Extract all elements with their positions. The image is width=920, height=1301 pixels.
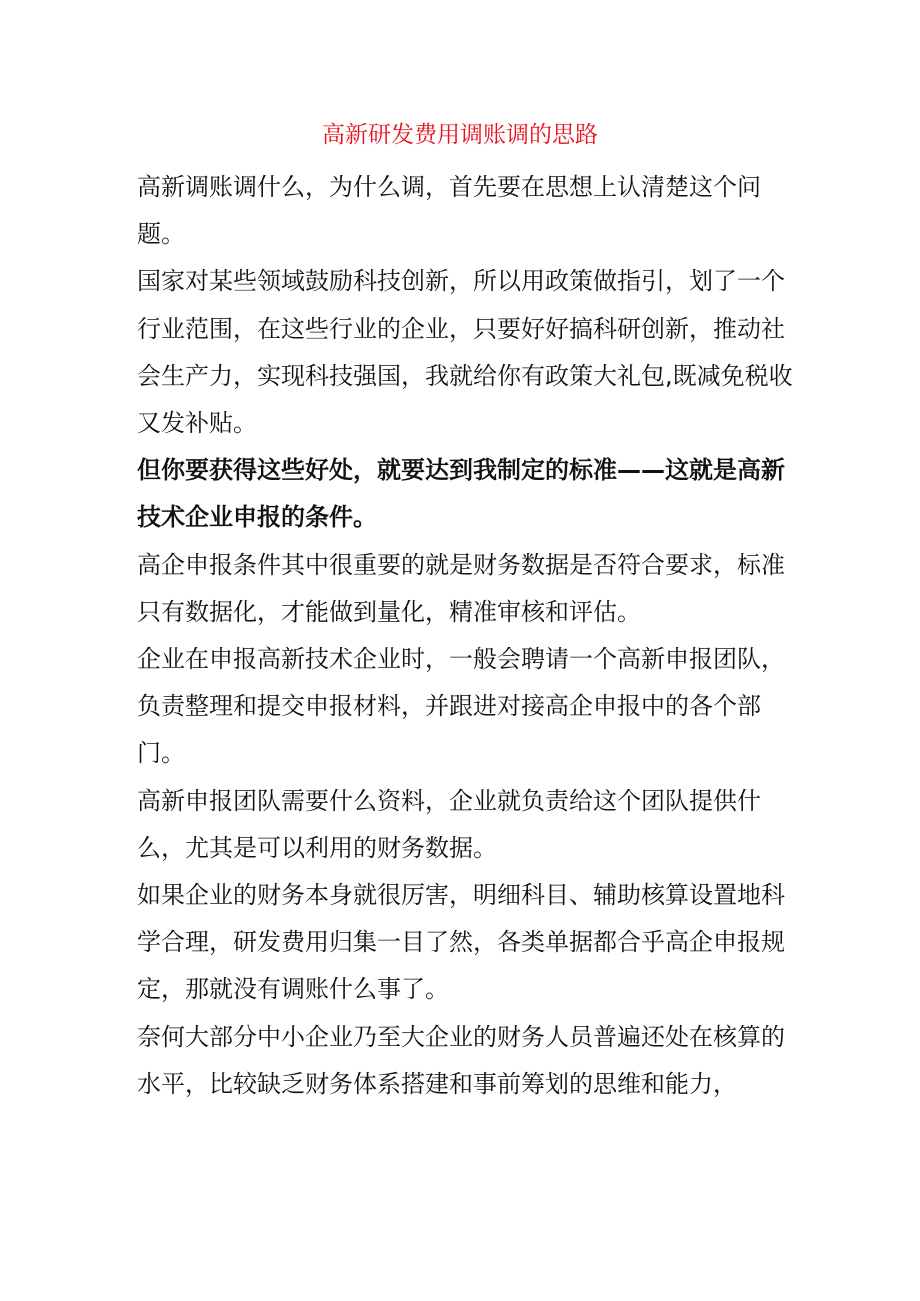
- paragraph-6: 高新申报团队需要什么资料，企业就负责给这个团队提供什么，尤其是可以利用的财务数据。: [137, 786, 761, 862]
- paragraph-4: 高企申报条件其中很重要的就是财务数据是否符合要求，标准只有数据化，才能做到量化，精准审核和评估。: [137, 550, 785, 626]
- paragraph-8: 奈何大部分中小企业乃至大企业的财务人员普遍还处在核算的水平，比较缺乏财务体系搭建和事前筹划的思维和能力，: [137, 1022, 785, 1098]
- paragraph-5: 企业在申报高新技术企业时，一般会聘请一个高新申报团队，负责整理和提交申报材料，并跟进对接高企申报中的各个部门。: [137, 645, 785, 768]
- paragraph-1: 高新调账调什么，为什么调，首先要在思想上认清楚这个问题。: [137, 173, 761, 249]
- document-title: 高新研发费用调账调的思路: [322, 122, 598, 148]
- paragraph-3-bold: 但你要获得这些好处，就要达到我制定的标准——这就是高新技术企业申报的条件。: [137, 456, 785, 532]
- paragraph-2: 国家对某些领域鼓励科技创新，所以用政策做指引，划了一个行业范围，在这些行业的企业，只要好好搞科研创新，推动社会生产力，实现科技强国，我就给你有政策大礼包,既减免税收又发补贴。: [137, 267, 793, 438]
- document-body: [137, 164, 797, 1108]
- paragraph-7: 如果企业的财务本身就很厉害，明细科目、辅助核算设置地科学合理，研发费用归集一目了然，各类单据都合乎高企申报规定，那就没有调账什么事了。: [137, 881, 785, 1004]
